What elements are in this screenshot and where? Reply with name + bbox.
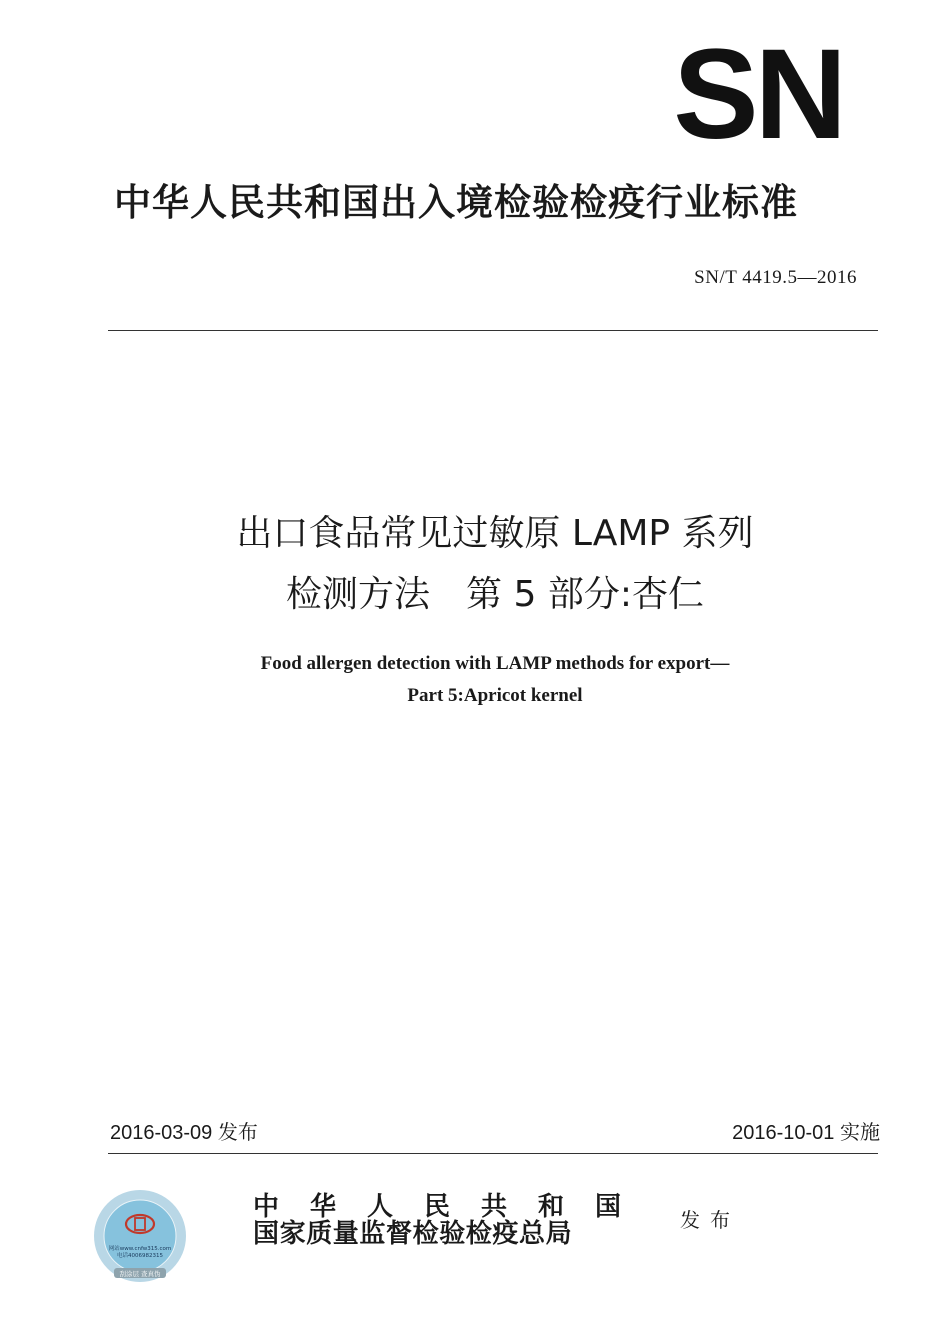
issuer-agency: 国家质量监督检验检疫总局 (253, 1219, 573, 1249)
seal-bottom-text: 刮涂层 查真伪 (119, 1270, 161, 1278)
cn-title-line2: 检测方法 第 5 部分:杏仁 (286, 574, 704, 615)
seal-site-text: 网站www.cnfw315.com (108, 1246, 172, 1252)
bottom-divider (108, 1153, 878, 1154)
issue-date: 2016-03-09 发布 (110, 1122, 258, 1144)
sn-logo: SN (673, 23, 843, 166)
anti-counterfeit-seal-icon (92, 1188, 188, 1284)
cn-title-line1: 出口食品常见过敏原 LAMP 系列 (236, 513, 754, 554)
issuer-country: 中华人民共和国 (253, 1192, 653, 1222)
publish-label: 发布 (680, 1208, 740, 1232)
en-title-line1: Food allergen detection with LAMP methods for export— (260, 653, 730, 674)
standard-number: SN/T 4419.5—2016 (694, 267, 857, 288)
industry-standard-title: 中华人民共和国出入境检验检疫行业标准 (114, 181, 798, 224)
top-divider (108, 330, 878, 331)
en-title-line2: Part 5:Apricot kernel (407, 685, 583, 706)
implement-date: 2016-10-01 实施 (732, 1122, 880, 1144)
seal-phone-text: 电话4006982315 (117, 1253, 163, 1259)
